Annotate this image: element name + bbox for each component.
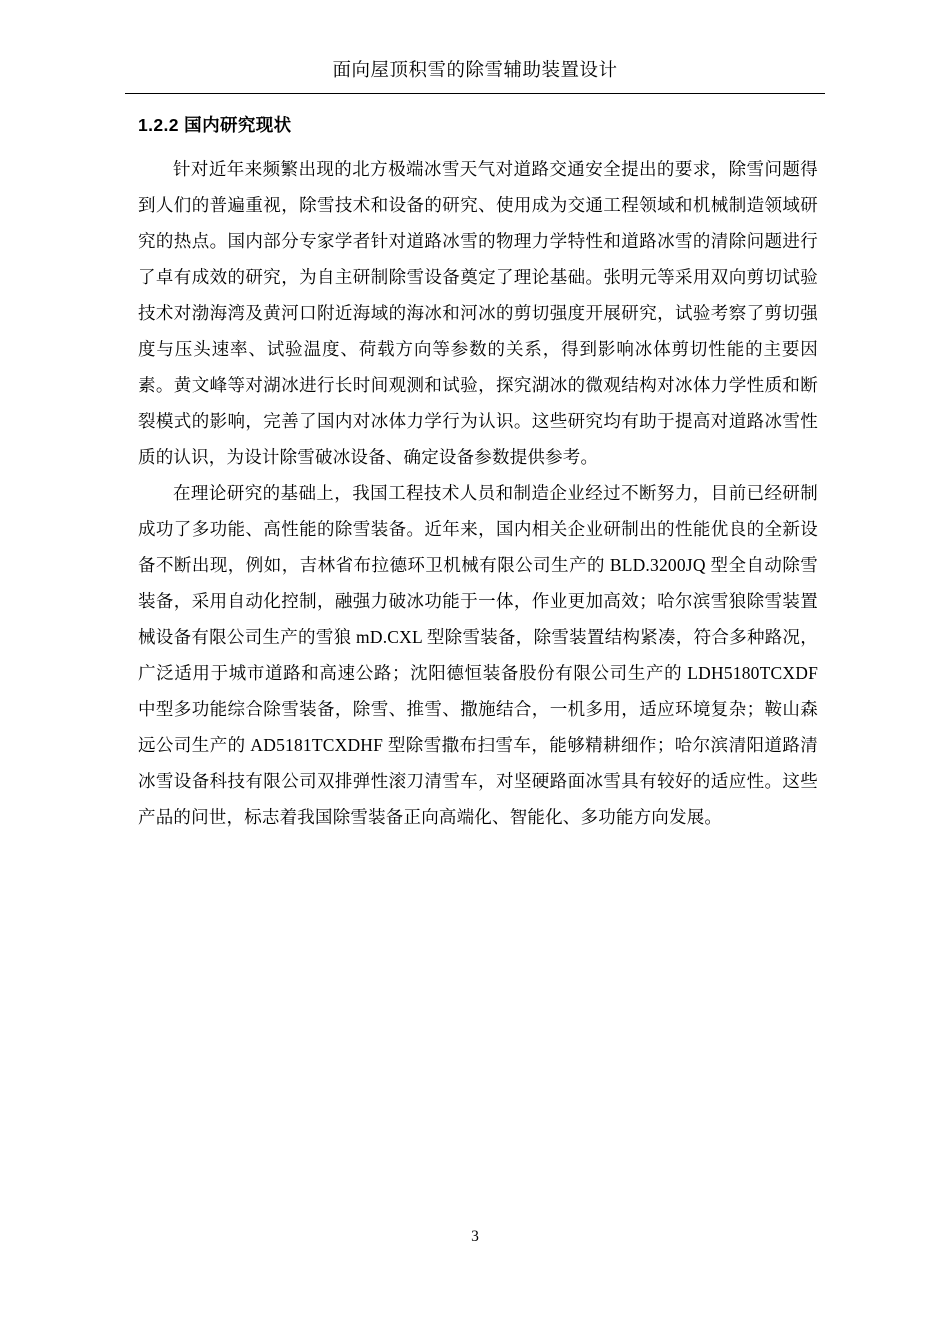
body-paragraph-2: 在理论研究的基础上，我国工程技术人员和制造企业经过不断努力，目前已经研制成功了多功能、高性能的除雪装备。近年来，国内相关企业研制出的性能优良的全新设备不断出现，例如，吉林省布拉德环卫机械有限公司生产的 BLD.3200JQ 型全自动除雪装备，采用自动化控制，融强力破冰功能于一体，作业更加高效；哈尔滨雪狼除雪装置械设备有限公司生产的雪狼 mD.CXL 型除雪装备，除雪装置结构紧凑，符合多种路况，广泛适用于城市道路和高速公路；沈阳德恒装备股份有限公司生产的 LDH5180TCXDF 中型多功能综合除雪装备，除雪、推雪、撒施结合，一机多用，适应环境复杂；鞍山森远公司生产的 AD5181TCXDHF 型除雪撒布扫雪车，能够精耕细作；哈尔滨清阳道路清冰雪设备科技有限公司双排弹性滚刀清雪车，对坚硬路面冰雪具有较好的适应性。这些产品的问世，标志着我国除雪装备正向高端化、智能化、多功能方向发展。 [138,483,818,827]
section-heading: 1.2.2 国内研究现状 [138,115,292,135]
body-paragraph-1: 针对近年来频繁出现的北方极端冰雪天气对道路交通安全提出的要求，除雪问题得到人们的普遍重视，除雪技术和设备的研究、使用成为交通工程领域和机械制造领域研究的热点。国内部分专家学者针对道路冰雪的物理力学特性和道路冰雪的清除问题进行了卓有成效的研究，为自主研制除雪设备奠定了理论基础。张明元等采用双向剪切试验技术对渤海湾及黄河口附近海域的海冰和河冰的剪切强度开展研究，试验考察了剪切强度与压头速率、试验温度、荷载方向等参数的关系，得到影响冰体剪切性能的主要因素。黄文峰等对湖冰进行长时间观测和试验，探究湖冰的微观结构对冰体力学性质和断裂模式的影响，完善了国内对冰体力学行为认识。这些研究均有助于提高对道路冰雪性质的认识，为设计除雪破冰设备、确定设备参数提供参考。 [138,159,818,467]
header-divider [125,93,825,94]
page-content [138,112,818,835]
page-number: 3 [471,1228,479,1245]
page-header-title: 面向屋顶积雪的除雪辅助装置设计 [332,61,618,81]
